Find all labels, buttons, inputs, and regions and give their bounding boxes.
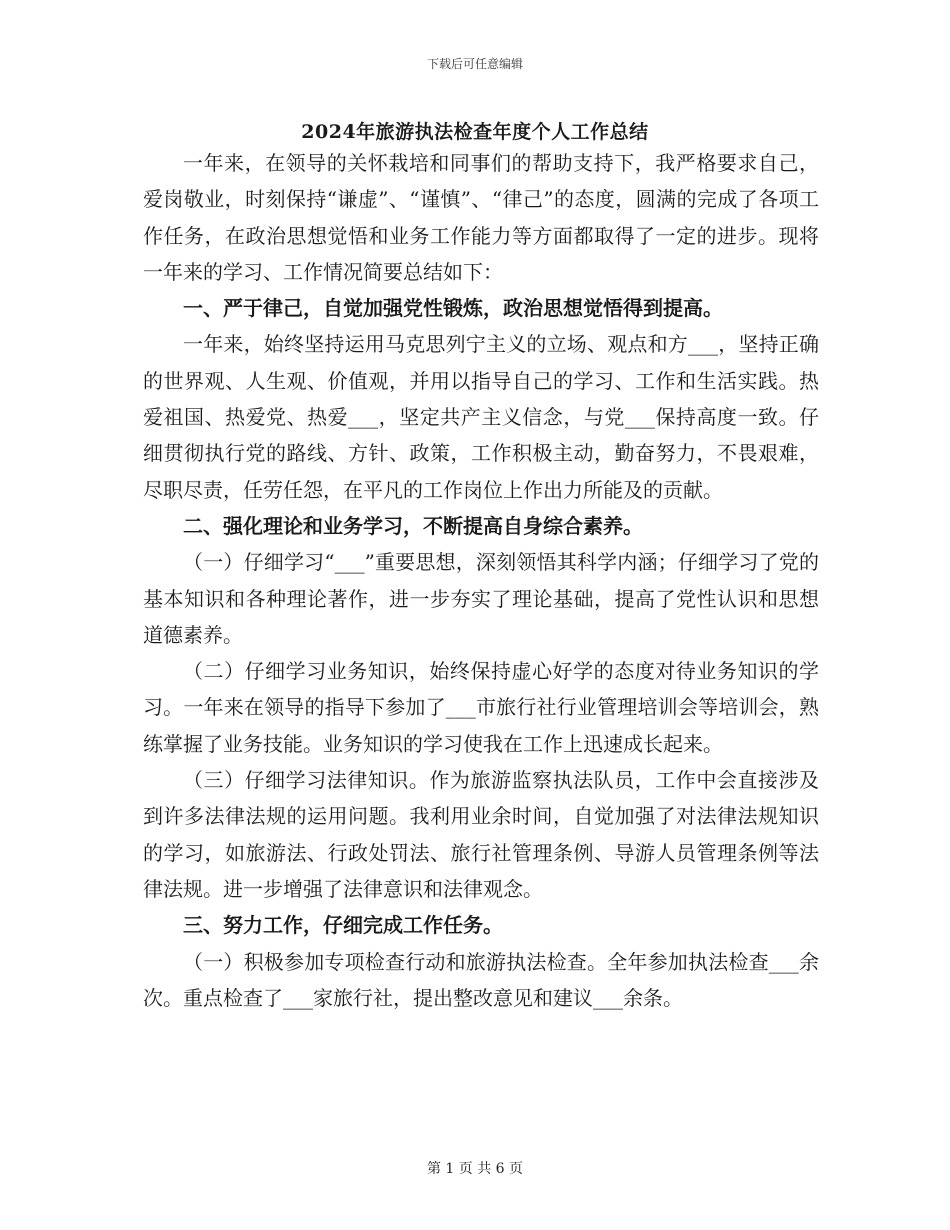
paragraph-section-2-item-2: （二）仔细学习业务知识，始终保持虚心好学的态度对待业务知识的学习。一年来在领导的指导下参加了___市旅行社行业管理培训会等培训会，熟练掌握了业务技能。业务知识的学习使我在工作上迅速成长起来。 bbox=[143, 659, 819, 756]
document-body bbox=[143, 145, 819, 1016]
paragraph-section-1: 一年来，始终坚持运用马克思列宁主义的立场、观点和方___，坚持正确的世界观、人生观、价值观，并用以指导自己的学习、工作和生活实践。热爱祖国、热爱党、热爱___，坚定共产主义信念，与党___保持高度一致。仔细贯彻执行党的路线、方针、政策，工作积极主动，勤奋努力，不畏艰难，尽职尽责，任劳任怨，在平凡的工作岗位上作出力所能及的贡献。 bbox=[143, 332, 819, 502]
section-heading-3: 三、努力工作，仔细完成工作任务。 bbox=[183, 913, 503, 938]
paragraph-section-2-item-3: （三）仔细学习法律知识。作为旅游监察执法队员，工作中会直接涉及到许多法律法规的运用问题。我利用业余时间，自觉加强了对法律法规知识的学习，如旅游法、行政处罚法、旅行社管理条例、导游人员管理条例等法律法规。进一步增强了法律意识和法律观念。 bbox=[143, 768, 819, 901]
header-note: 下载后可任意编辑 bbox=[426, 57, 523, 71]
section-heading-1: 一、严于律己，自觉加强党性锻炼，政治思想觉悟得到提高。 bbox=[183, 296, 723, 321]
paragraph-intro: 一年来，在领导的关怀栽培和同事们的帮助支持下，我严格要求自己，爱岗敬业，时刻保持“谦虚”、“谨慎”、“律己”的态度，圆满的完成了各项工作任务，在政治思想觉悟和业务工作能力等方面都取得了一定的进步。现将一年来的学习、工作情况简要总结如下： bbox=[143, 151, 819, 284]
section-heading-2: 二、强化理论和业务学习，不断提高自身综合素养。 bbox=[183, 513, 643, 538]
document-title: 2024年旅游执法检查年度个人工作总结 bbox=[301, 121, 649, 143]
paragraph-section-2-item-1: （一）仔细学习“___”重要思想，深刻领悟其科学内涵；仔细学习了党的基本知识和各种理论著作，进一步夯实了理论基础，提高了党性认识和思想道德素养。 bbox=[143, 550, 819, 647]
page-number-footer: 第 1 页 共 6 页 bbox=[426, 1161, 524, 1177]
paragraph-section-3-item-1: （一）积极参加专项检查行动和旅游执法检查。全年参加执法检查___余次。重点检查了___家旅行社，提出整改意见和建议___余条。 bbox=[143, 949, 819, 1010]
